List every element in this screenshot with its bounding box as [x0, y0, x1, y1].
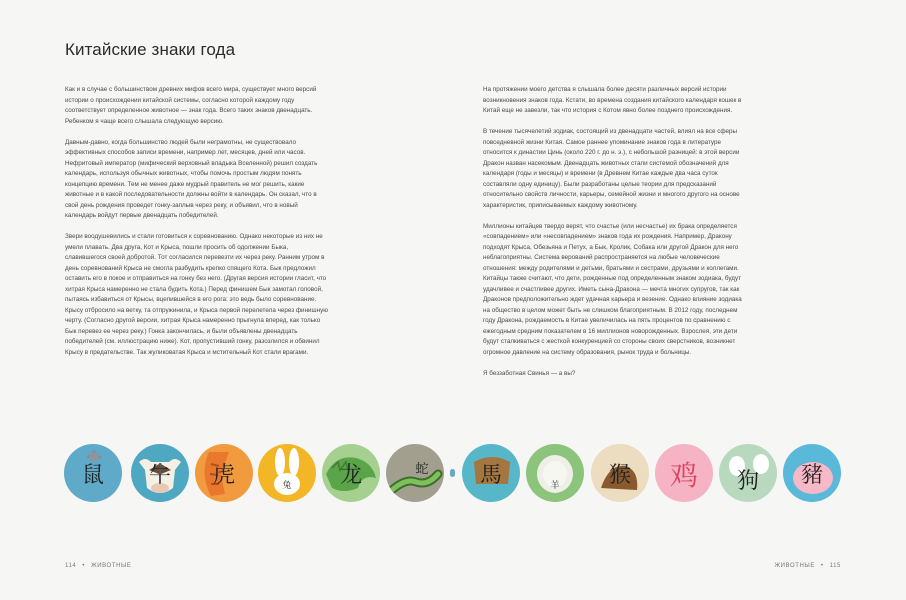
pig-icon: [783, 444, 841, 502]
horse-icon: [462, 444, 520, 502]
ox-glyph: 牛: [148, 463, 171, 488]
page-number: 114: [65, 563, 77, 569]
dragon-icon: [322, 444, 380, 502]
paragraph: В течение тысячелетий зодиак, состоящий из двенадцати частей, влиял на все сферы повседневной жизни Китая. Самое раннее упоминание знаков года в литературе относится к династии Цинь (около 220 г. до н. э.), с небольшой разницей: в этой версии Дракон назван насекомым. Двенадцать животных стали системой обозначений для календаря (годы и месяцы) и времени (в Древнем Китае каждые два часа суток составляли одну единицу). Были разработаны целые теории для предсказаний относительно свойств личности, карьеры, семейной жизни и многого другого на основе характеристик, приписываемых каждому животному.: [483, 128, 740, 209]
right-text-column: [483, 85, 747, 390]
footer-right: [774, 563, 841, 569]
page-number: 115: [829, 563, 841, 569]
pig-glyph: 豬: [800, 463, 823, 488]
snake-glyph: 蛇: [415, 462, 429, 477]
goat-glyph: 羊: [550, 481, 560, 491]
monkey-glyph: 猴: [608, 463, 631, 488]
rabbit-shape: [258, 444, 316, 502]
paragraph: Как и в случае с большинством древних мифов всего мира, существует много версий истории о происхождении китайской системы, согласно которой каждому году соответствует определенное животное — знак года. Всего таких знаков двенадцать. Ребенком я чаще всего слышала следующую версию.: [65, 86, 317, 125]
goat-shape: [526, 444, 584, 502]
page-title: Китайские знаки года: [65, 40, 236, 59]
monkey-icon: [591, 444, 649, 502]
dog-glyph: 狗: [736, 469, 759, 494]
ox-icon: [131, 444, 189, 502]
horse-glyph: 馬: [479, 463, 502, 488]
bullet-separator: •: [82, 563, 86, 569]
bullet-separator: •: [820, 563, 824, 569]
dog-icon: [719, 444, 777, 502]
paragraph: Миллионы китайцев твердо верят, что счастье (или несчастье) их брака определяется «совпадением» или «несовпадением» знаков года их рождения. Например, Дракону подходят Крыса, Обезьяна и Петух, а Бык, Кролик, Собака или другой Дракон для него неблагоприятны. Система верований распространяется на любые человеческие отношения: между родителями и детьми, братьями и сестрами, друзьями и коллегами. Китайцы также считают, что дети, рожденные под определенным знаком зодиака, будут удачливее и счастливее других. Иметь сына-Дракона — мечта многих супругов, так как Драконов предположительно ждет удачная карьера и везение. Однако влияние зодиака на общество в целом может быть не слишком благоприятным. В 2012 году, последнем году Дракона, рождаемость в Китае увеличилась на пять процентов по сравнению с ежегодным средним показателем в 16 миллионов новорожденных. Взрослея, эти дети будут сталкиваться с жесткой конкуренцией со стороны своих сверстников, возникнет огромное давление на систему образования, рынок труда и больницы.: [483, 222, 742, 356]
paragraph: Я беззаботная Свинья — а вы?: [483, 369, 576, 377]
snake-icon: [386, 444, 444, 502]
left-text-column: [65, 85, 329, 369]
tiger-icon: [195, 444, 253, 502]
rooster-glyph: 鸡: [669, 459, 698, 492]
rat-icon: [64, 444, 122, 502]
rabbit-icon: [258, 444, 316, 502]
dragon-glyph: 龙: [339, 463, 362, 488]
zodiac-animals-row: [64, 444, 842, 502]
section-label: ЖИВОТНЫЕ: [91, 563, 132, 569]
paragraph: На протяжении моего детства я слышала более десяти различных версий истории возникновения знаков года. Кстати, во времена создания китайского календаря кошек в Китай еще не завезли, так что история с Котом явно более позднего происхождения.: [483, 86, 742, 114]
rat-glyph: 鼠: [81, 463, 104, 488]
separator-dot: [450, 469, 455, 477]
goat-icon: [526, 444, 584, 502]
rabbit-glyph: 兔: [282, 481, 292, 491]
paragraph: Звери воодушевились и стали готовиться к соревнованию. Однако некоторые из них не умели плавать. Два друга, Кот и Крыса, пошли просить об одолжении Быка, славившегося своей добротой. Тот согласился перевезти их через реку. Ранним утром в день соревнований Крыса не смогла разбудить крепко спящего Кота. Бык предложил оставить его в покое и отправиться на гонку без него. (Другая версия истории гласит, что хитрая Крыса намеренно не стала будить Кота.) Перед финишем Бык замотал головой, пытаясь избавиться от Крысы, вцепившейся в его рога: это ведь было соревнование. Крысу отбросило на ветку, та отпружинила, и Крыса первой перелетела через финишную черту. (Согласно другой версии, хитрая Крыса намеренно прыгнула вперед, как только Бык перевез ее через реку.) Гонка закончилась, и были объявлены двенадцать победителей (см. иллюстрацию ниже). Кот, пропустивший гонку, разозлился и обвинил Крысу в предательстве. Так жуликоватая Крыса и мстительный Кот стали врагами.: [65, 233, 328, 356]
paragraph: Давным-давно, когда большинство людей были неграмотны, не существовало эффективных способов записи времени, например лет, месяцев, дней или часов. Нефритовый император (мифический верховный владыка Вселенной) решил создать календарь, используя обычных животных, чтобы помочь простым людям понять концепцию времени. Тем не менее даже мудрый правитель не мог решить, какие животные и в какой последовательности должны войти в календарь. Он сказал, что в свой день рождения проведет гонку-заплыв через реку, и объявил, что в новый календарь войдут первые двенадцать победителей.: [65, 138, 318, 219]
footer-left: [65, 563, 132, 569]
rooster-icon: [655, 444, 713, 502]
section-label: ЖИВОТНЫЕ: [774, 563, 815, 569]
tiger-glyph: 虎: [212, 463, 235, 488]
